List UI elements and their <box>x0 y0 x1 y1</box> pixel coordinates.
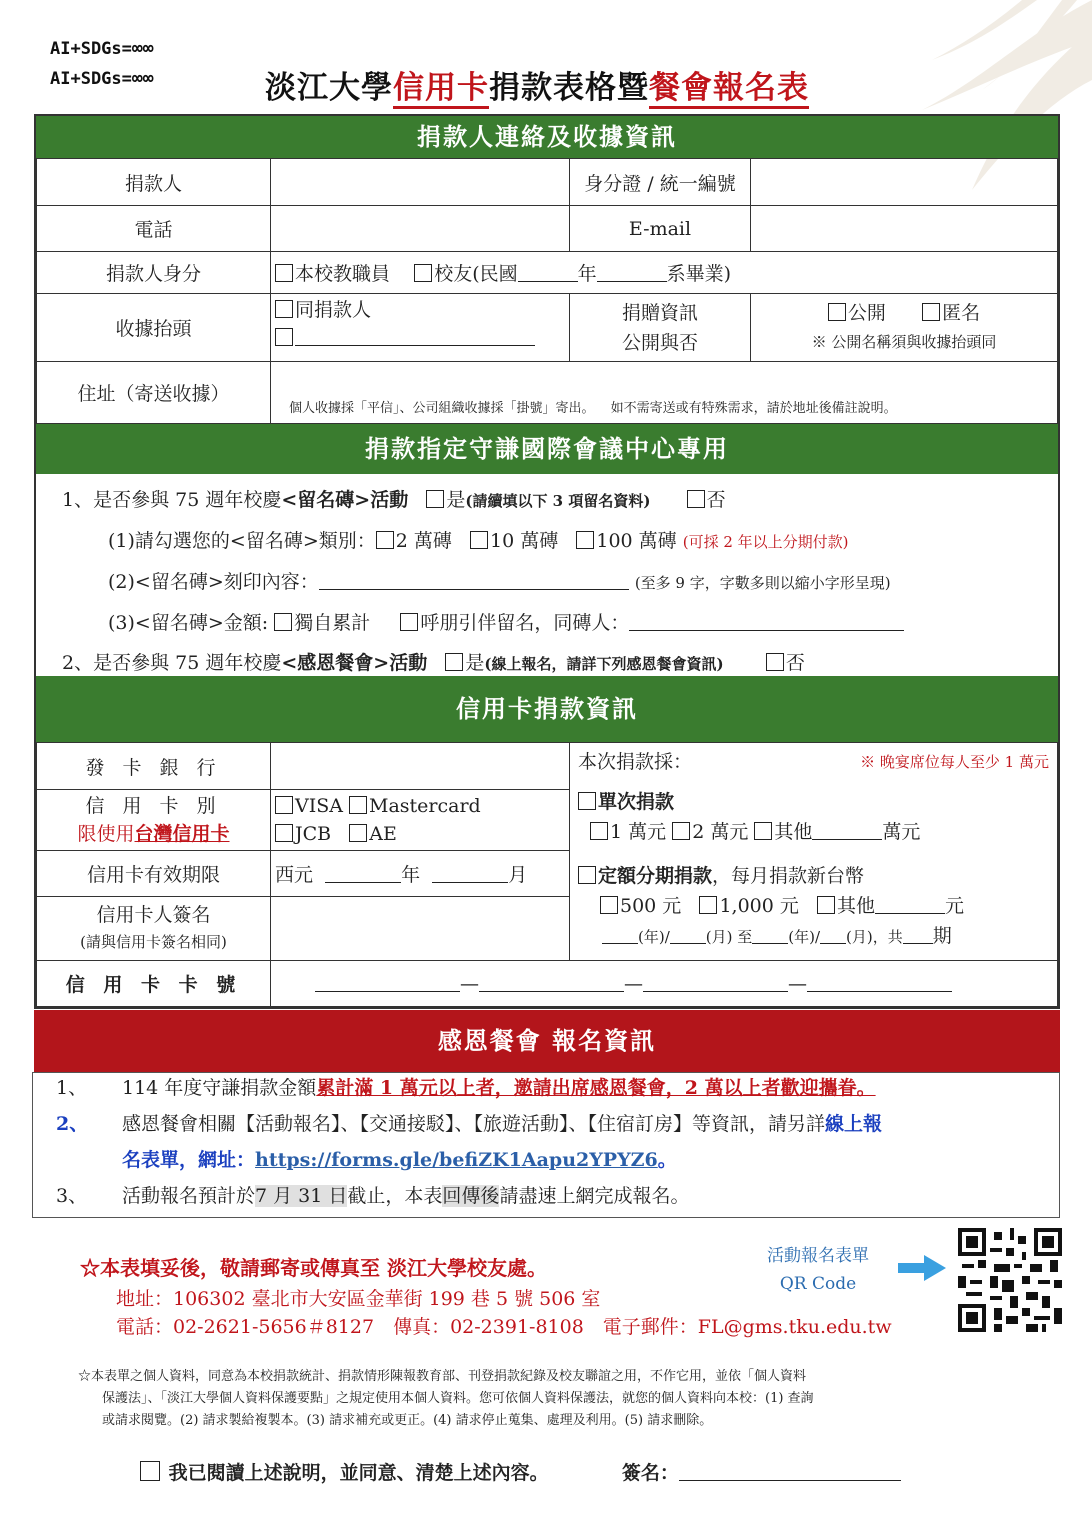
ae-checkbox[interactable] <box>349 824 367 842</box>
signature-field[interactable] <box>679 1462 901 1481</box>
mastercard-label: Mastercard <box>369 795 481 817</box>
mail-title: ☆本表填妥後，敬請郵寄或傳真至 淡江大學校友處。 <box>80 1256 547 1280</box>
bank-input[interactable] <box>271 743 570 790</box>
year-label: 年 <box>577 263 597 285</box>
credit-card-table <box>36 742 1058 1007</box>
card-number-fields: — — — <box>271 961 1058 1007</box>
install-1000-checkbox[interactable] <box>699 896 717 914</box>
anonymous-checkbox[interactable] <box>922 303 940 321</box>
disclose-note: ※ 公開名稱須與收據抬頭同 <box>811 333 997 351</box>
id-label: 身分證 / 統一編號 <box>570 159 751 206</box>
q1a-text: (1)請勾選您的<留名磚>類別： <box>108 530 376 552</box>
sdgs-logo-2: AI+SDGs=∞∞ <box>50 68 154 89</box>
section2-header: 捐款指定守謙國際會議中心專用 <box>36 424 1058 474</box>
dinner-notes <box>34 1070 1060 1214</box>
public-checkbox[interactable] <box>828 303 846 321</box>
start-year-field[interactable] <box>602 925 638 944</box>
privacy-statement: ☆本表單之個人資料，同意為本校捐款統計、捐款情形陳報教育部、刊登捐款紀錄及校友聯誼之用，不作它用，並依「個人資料 保護法」、「淡江大學個人資料保護要點」之規定使用本個人資料。您可依個人資料保護法，就您的個人資料向本校：(1) 查詢 或請求閱覽。(2) 請求製給複製本。(3) 請求補充或更正。(4) 請求停止蒐集、處理及利用。(5) 請求刪除。 <box>78 1369 814 1428</box>
card-number-3[interactable] <box>643 973 788 992</box>
donation-form <box>34 114 1060 1009</box>
end-year-field[interactable] <box>752 925 788 944</box>
card-number-1[interactable] <box>315 973 460 992</box>
agree-checkbox[interactable] <box>140 1461 160 1481</box>
alumni-option-label: 校友(民國 <box>434 263 518 285</box>
q1-no-checkbox[interactable] <box>687 490 705 508</box>
q2-yes-checkbox[interactable] <box>445 653 463 671</box>
q1b-text: (2)<留名磚>刻印內容： <box>108 571 319 593</box>
alumni-checkbox[interactable] <box>414 264 432 282</box>
mastercard-checkbox[interactable] <box>349 796 367 814</box>
single-1w-checkbox[interactable] <box>590 822 608 840</box>
install-other-field[interactable] <box>875 895 945 914</box>
jcb-checkbox[interactable] <box>275 824 293 842</box>
page-title: 淡江大學信用卡捐款表格暨餐會報名表 <box>265 62 809 107</box>
single-2w-checkbox[interactable] <box>672 822 690 840</box>
address-note-2: 如不需寄送或有特殊需求，請於地址後備註說明。 <box>610 401 897 416</box>
card-number-2[interactable] <box>479 973 624 992</box>
qr-label: 活動報名表單 QR Code <box>767 1246 869 1294</box>
section3-header: 信用卡捐款資訊 <box>36 676 1058 742</box>
install-500-checkbox[interactable] <box>600 896 618 914</box>
donor-info-table <box>36 158 1058 424</box>
bank-label: 發 卡 銀 行 <box>37 743 271 790</box>
qr-code[interactable] <box>958 1228 1062 1332</box>
card-number-label: 信 用 卡 卡 號 <box>37 961 271 1007</box>
install-unit: 元 <box>945 895 965 917</box>
ae-label: AE <box>369 823 397 845</box>
address-input[interactable] <box>271 362 1058 424</box>
mail-address: 地址：106302 臺北市大安區金華街 199 巷 5 號 506 室 <box>116 1288 601 1310</box>
other-receipt-checkbox[interactable] <box>275 328 293 346</box>
same-as-donor-label: 同捐款人 <box>295 299 372 321</box>
public-label: 公開 <box>847 302 886 324</box>
note-1: 1、 114 年度守謙捐款金額累計滿 1 萬元以上者，邀請出席感恩餐會，2 萬以上者歡迎攜眷。 <box>56 1077 876 1099</box>
donor-label: 捐款人 <box>37 159 271 206</box>
q1-no-label: 否 <box>706 489 726 511</box>
solo-label: 獨自累計 <box>294 612 371 634</box>
id-input[interactable] <box>751 159 1058 206</box>
single-other-checkbox[interactable] <box>754 822 772 840</box>
receipt-label: 收據抬頭 <box>37 294 271 362</box>
registration-link[interactable]: https://forms.gle/befiZK1Aapu2YPYZ6 <box>255 1149 658 1171</box>
installment-period: (年)/ (月) 至 (年)/ (月)，共 期 <box>578 921 1049 952</box>
q2-text: 2、是否參與 75 週年校慶 <box>62 652 282 674</box>
brick-2w-label: 2 萬磚 <box>395 530 452 552</box>
address-note-1: 個人收據採「平信」、公司組織收據採「掛號」寄出。 <box>289 401 595 416</box>
q1-yes-checkbox[interactable] <box>426 490 444 508</box>
brick-10w-checkbox[interactable] <box>470 531 488 549</box>
staff-checkbox[interactable] <box>275 264 293 282</box>
install-1000-label: 1,000 元 <box>719 895 799 917</box>
donor-input[interactable] <box>271 159 570 206</box>
q1-text: 1、是否參與 75 週年校慶 <box>62 489 282 511</box>
expiry-fields: 西元 年 月 <box>271 851 570 897</box>
q2-no-label: 否 <box>785 652 805 674</box>
donation-method <box>570 743 1058 961</box>
grad-year-field[interactable] <box>518 263 578 282</box>
address-label: 住址（寄送收據） <box>37 362 271 424</box>
contact-info: 電話：02-2621-5656＃8127 傳真：02-2391-8108 電子郵件：FL@gms.tku.edu.tw <box>116 1316 892 1338</box>
jcb-label: JCB <box>295 823 332 845</box>
q2-bold: <感恩餐會>活動 <box>281 652 428 674</box>
single-checkbox[interactable] <box>578 792 596 810</box>
section1-header: 捐款人連絡及收據資訊 <box>36 116 1058 158</box>
signature-input[interactable] <box>271 897 570 961</box>
group-checkbox[interactable] <box>400 613 418 631</box>
method-label: 本次捐款採： <box>578 751 693 773</box>
single-1w-label: 1 萬元 <box>610 821 667 843</box>
engraving-note: (至多 9 字，字數多則以縮小字形呈現) <box>634 574 891 592</box>
brick-10w-label: 10 萬磚 <box>490 530 559 552</box>
expiry-month-field[interactable] <box>432 864 508 883</box>
disclose-label: 捐贈資訊 公開與否 <box>570 294 751 362</box>
visa-label: VISA <box>295 795 343 817</box>
email-input[interactable] <box>751 206 1058 252</box>
building-section <box>36 474 1058 676</box>
phone-input[interactable] <box>271 206 570 252</box>
anonymous-label: 匿名 <box>942 302 981 324</box>
disclose-options <box>751 294 1058 362</box>
installment-label: 定額分期捐款 <box>598 865 713 887</box>
sdgs-logo-1: AI+SDGs=∞∞ <box>50 38 154 59</box>
note-2: 2、 感恩餐會相關【活動報名】、【交通接駁】、【旅遊活動】、【住宿訂房】等資訊，請另詳線上報 <box>56 1113 883 1135</box>
single-other-label: 其他 <box>774 821 813 843</box>
q2-yes-note: (線上報名，請詳下列感恩餐會資訊) <box>484 655 724 673</box>
agree-label: 我已閱讀上述說明，並同意、清楚上述內容。 <box>168 1462 549 1484</box>
expiry-label: 信用卡有效期限 <box>37 851 271 897</box>
identity-options <box>271 252 1058 294</box>
arrow-right-icon <box>898 1255 946 1281</box>
dept-label: 系畢業) <box>666 263 732 285</box>
receipt-title-field[interactable] <box>295 327 535 346</box>
same-as-donor-checkbox[interactable] <box>275 300 293 318</box>
periods-field[interactable] <box>903 925 933 944</box>
q1-bold: <留名磚>活動 <box>281 489 409 511</box>
single-unit: 萬元 <box>882 821 921 843</box>
identity-label: 捐款人身分 <box>37 252 271 294</box>
brick-2w-checkbox[interactable] <box>376 531 394 549</box>
group-label: 呼朋引伴留名，同磚人： <box>420 612 630 634</box>
co-donor-field[interactable] <box>629 612 904 631</box>
dept-field[interactable] <box>597 263 667 282</box>
expiry-year-field[interactable] <box>325 864 401 883</box>
q1-yes-note: (請續填以下 3 項留名資料) <box>465 492 651 510</box>
brick-100w-checkbox[interactable] <box>576 531 594 549</box>
method-note: ※ 晚宴席位每人至少 1 萬元 <box>860 753 1049 771</box>
solo-checkbox[interactable] <box>274 613 292 631</box>
q1c-text: (3)<留名磚>金額: <box>108 612 269 634</box>
single-label: 單次捐款 <box>598 791 675 813</box>
engraving-field[interactable] <box>319 571 629 590</box>
visa-checkbox[interactable] <box>275 796 293 814</box>
q2-no-checkbox[interactable] <box>766 653 784 671</box>
email-label: E-mail <box>570 206 751 252</box>
installment-checkbox[interactable] <box>578 866 596 884</box>
installment-note: (可採 2 年以上分期付款) <box>682 533 849 551</box>
install-500-label: 500 元 <box>620 895 682 917</box>
q2-yes-label: 是 <box>465 652 485 674</box>
card-type-options <box>271 790 570 851</box>
single-2w-label: 2 萬元 <box>692 821 749 843</box>
brick-100w-label: 100 萬磚 <box>596 530 677 552</box>
signature-label: 信用卡人簽名 (請與信用卡簽名相同) <box>37 897 271 961</box>
sign-label: 簽名： <box>621 1462 679 1484</box>
note-3: 3、 活動報名預計於7 月 31 日截止，本表回傳後請盡速上網完成報名。 <box>56 1185 690 1207</box>
receipt-options <box>271 294 570 362</box>
staff-option-label: 本校教職員 <box>295 263 391 285</box>
install-other-label: 其他 <box>837 895 876 917</box>
end-month-field[interactable] <box>820 925 846 944</box>
q1-yes-label: 是 <box>446 489 466 511</box>
start-month-field[interactable] <box>670 925 706 944</box>
note-2-cont: 名表單，網址：https://forms.gle/befiZK1Aapu2YPYZ6。 <box>122 1149 677 1171</box>
phone-label: 電話 <box>37 206 271 252</box>
single-other-field[interactable] <box>812 821 882 840</box>
card-number-4[interactable] <box>807 973 952 992</box>
card-type-label: 信 用 卡 別 限使用台灣信用卡 <box>37 790 271 851</box>
installment-suffix: ，每月捐款新台幣 <box>712 865 865 887</box>
install-other-checkbox[interactable] <box>817 896 835 914</box>
agreement-row <box>140 1458 901 1485</box>
section4-header: 感恩餐會 報名資訊 <box>34 1010 1060 1072</box>
